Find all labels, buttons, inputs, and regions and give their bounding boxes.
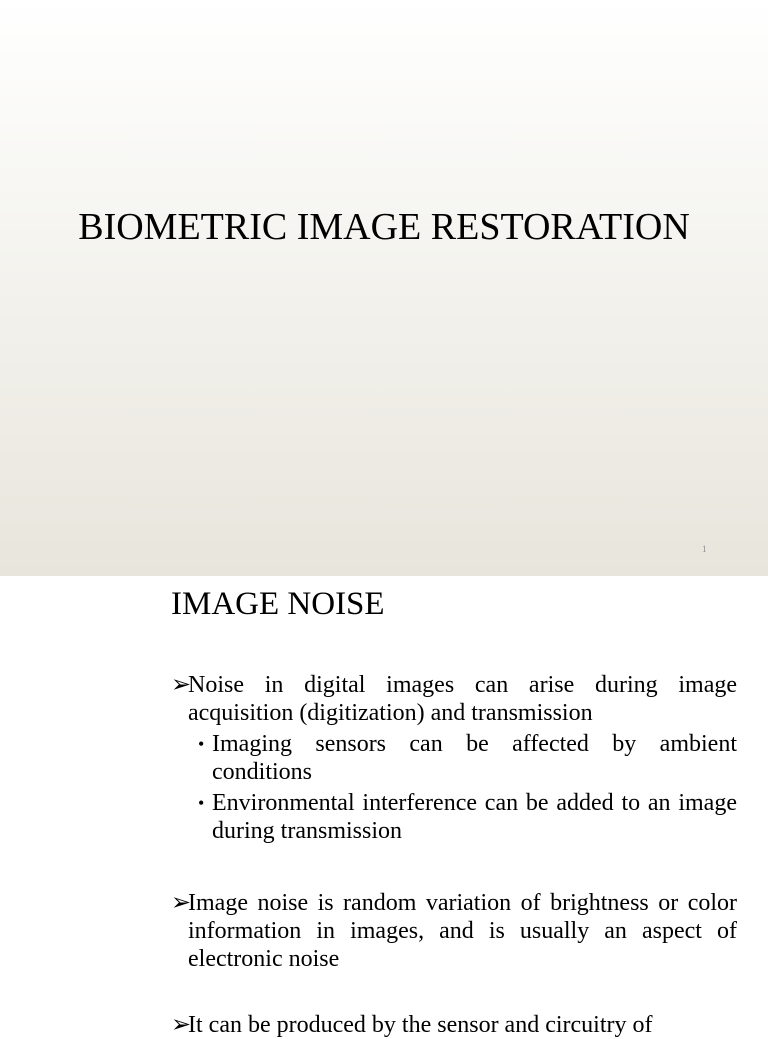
sub-bullet-point (198, 730, 737, 786)
bullet-group (171, 889, 737, 973)
slide-title: BIOMETRIC IMAGE RESTORATION (78, 206, 690, 248)
content-slide (0, 576, 768, 1038)
bullet-point (171, 671, 737, 727)
arrow-bullet-icon: ➢ (171, 890, 192, 916)
dot-bullet-icon: • (198, 734, 205, 754)
page-number: 1 (702, 544, 707, 554)
bullet-text: It can be produced by the sensor and circuitry of (188, 1012, 653, 1038)
bullet-group (171, 671, 737, 845)
bullet-text: Noise in digital images can arise during image acquisition (digitization) and transmission (188, 672, 737, 726)
bullet-text: Image noise is random variation of brightness or color information in images, and is usually an aspect of electronic noise (188, 890, 737, 972)
arrow-bullet-icon: ➢ (171, 672, 192, 698)
sub-bullet-text: Imaging sensors can be affected by ambient conditions (212, 731, 737, 785)
sub-bullet-text: Environmental interference can be added to an image during transmission (212, 790, 737, 844)
bullet-point (171, 889, 737, 973)
bullet-group (171, 1011, 737, 1039)
arrow-bullet-icon: ➢ (171, 1012, 192, 1038)
bullet-point (171, 1011, 737, 1039)
slide-heading: IMAGE NOISE (171, 586, 385, 622)
sub-bullet-point (198, 789, 737, 845)
dot-bullet-icon: • (198, 793, 205, 813)
